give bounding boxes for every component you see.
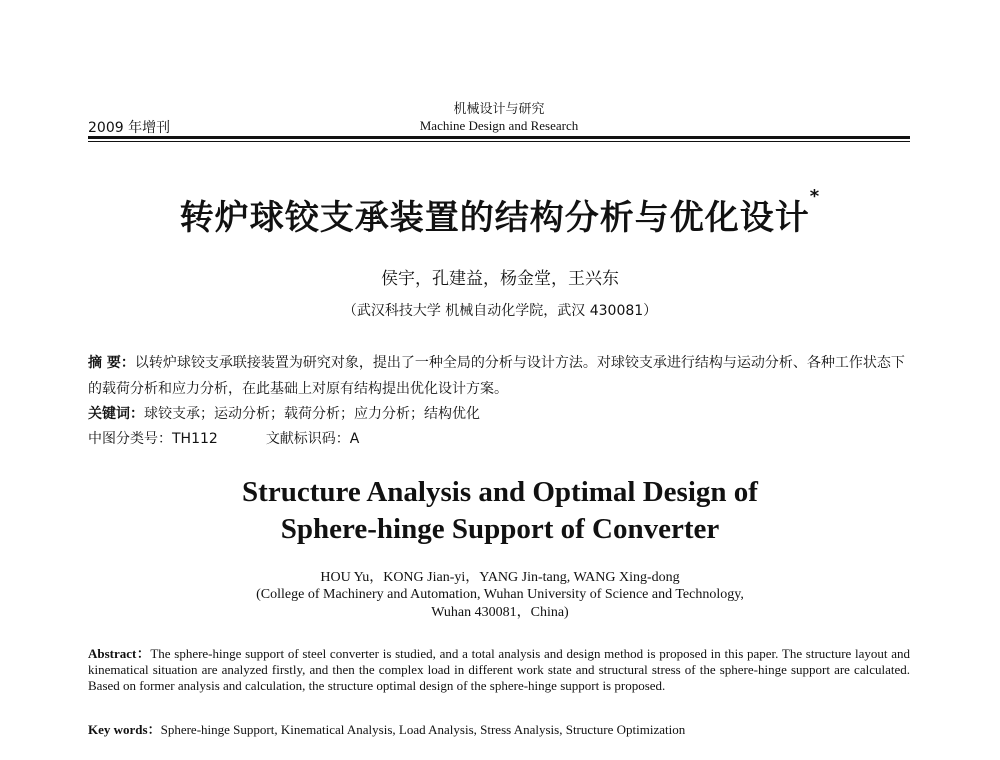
paper-title-cn-text: 转炉球铰支承装置的结构分析与优化设计	[179, 198, 810, 238]
abstract-cn-text: 以转炉球铰支承联接装置为研究对象，提出了一种全局的分析与设计方法。对球铰支承进行结构与运动分析、各种工作状态下的载荷分析和应力分析，在此基础上对原有结构提出优化设计方案。	[88, 355, 905, 397]
clc-number: 中图分类号：TH112	[88, 431, 218, 447]
year-issue: 2009 年增刊	[88, 120, 171, 136]
affiliation-en-line2: Wuhan 430081，China)	[431, 605, 569, 620]
paper-title-cn	[0, 186, 1000, 239]
keywords-cn-text: 球铰支承；运动分析；载荷分析；应力分析；结构优化	[144, 406, 480, 422]
affiliation-cn: （武汉科技大学 机械自动化学院，武汉 430081）	[342, 303, 658, 319]
keywords-en-text: Sphere-hinge Support, Kinematical Analysis, Load Analysis, Stress Analysis, Structure Optimization	[160, 722, 686, 737]
keywords-en-label: Key words：	[88, 722, 161, 737]
paper-title-en-line2: Sphere-hinge Support of Converter	[280, 513, 720, 545]
journal-title-cn: 机械设计与研究	[453, 102, 545, 117]
authors-cn: 侯宇，孔建益，杨金堂，王兴东	[381, 269, 619, 289]
classification-cn	[88, 428, 359, 448]
journal-title-en: Machine Design and Research	[419, 118, 579, 133]
page-header	[88, 92, 910, 148]
abstract-en	[88, 646, 910, 694]
title-footnote-mark: *	[809, 186, 821, 207]
abstract-en-text: The sphere-hinge support of steel converter is studied, and a total analysis and design method is proposed in this paper. The structure layout and kinematical situation are analyzed firstly, and then the complex load in different work state and structural stress of the sphere-hinge support are calculated. Based on former analysis and calculation, the structure optimal design of the sphere-hinge support is proposed.	[88, 646, 910, 693]
abstract-cn	[88, 350, 910, 402]
paper-title-en-line1: Structure Analysis and Optimal Design of	[242, 476, 758, 508]
affiliation-en-line1: (College of Machinery and Automation, Wuhan University of Science and Technology,	[256, 587, 744, 602]
affiliation-en	[0, 586, 1000, 622]
header-rule-thick	[88, 136, 910, 139]
keywords-en	[88, 719, 910, 738]
paper-title-en	[0, 474, 1000, 548]
keywords-cn	[88, 403, 480, 423]
document-code: 文献标识码：A	[265, 431, 360, 447]
authors-en: HOU Yu，KONG Jian-yi，YANG Jin-tang, WANG Xing-dong	[320, 570, 680, 585]
keywords-cn-label: 关键词：	[88, 406, 144, 422]
header-rule-thin	[88, 141, 910, 142]
abstract-cn-label: 摘 要：	[88, 355, 135, 371]
abstract-en-label: Abstract：	[88, 646, 151, 661]
